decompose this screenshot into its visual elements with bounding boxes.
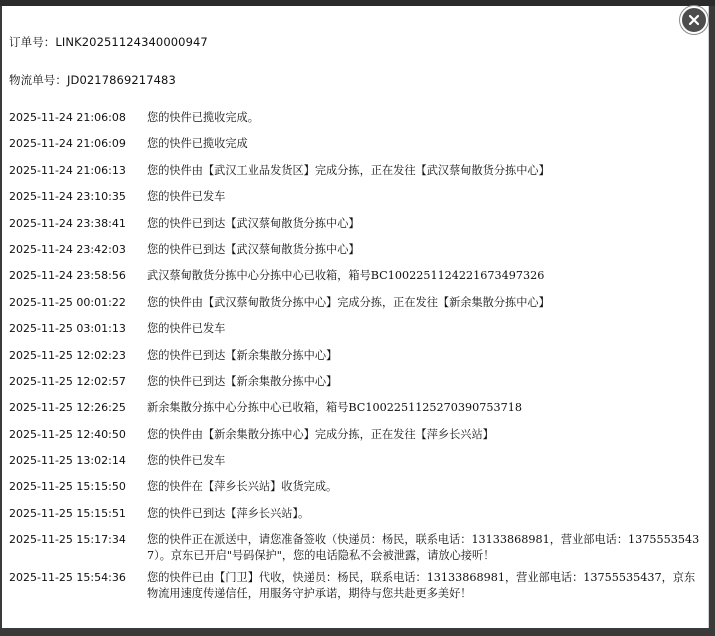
tracking-desc: 您的快件由【武汉工业品发货区】完成分拣，正在发往【武汉蔡甸散货分拣中心】 xyxy=(147,163,550,177)
tracking-time: 2025-11-25 15:15:50 xyxy=(9,480,126,494)
tracking-desc: 武汉蔡甸散货分拣中心分拣中心已收箱，箱号BC1002251124221673497326 xyxy=(147,269,545,283)
tracking-row xyxy=(9,242,702,268)
tracking-row xyxy=(9,216,702,242)
tracking-time: 2025-11-25 12:02:23 xyxy=(9,348,126,362)
logistics-number xyxy=(9,72,176,88)
order-number-value: LINK20251124340000947 xyxy=(55,35,208,49)
tracking-time: 2025-11-24 23:58:56 xyxy=(9,269,126,283)
tracking-time: 2025-11-25 15:17:34 xyxy=(9,533,126,547)
tracking-time: 2025-11-24 21:06:13 xyxy=(9,163,126,177)
tracking-row xyxy=(9,110,702,136)
tracking-row xyxy=(9,427,702,453)
order-number xyxy=(9,34,208,50)
tracking-time: 2025-11-24 23:38:41 xyxy=(9,216,126,230)
tracking-time: 2025-11-25 03:01:13 xyxy=(9,322,126,336)
tracking-row xyxy=(9,479,702,505)
tracking-desc: 您的快件由【新余集散分拣中心】完成分拣，正在发往【萍乡长兴站】 xyxy=(147,427,494,441)
tracking-time: 2025-11-24 21:06:08 xyxy=(9,111,126,124)
tracking-row xyxy=(9,570,702,608)
close-icon xyxy=(688,14,700,26)
order-number-label: 订单号： xyxy=(9,35,56,49)
tracking-row xyxy=(9,295,702,321)
tracking-row xyxy=(9,348,702,374)
tracking-row xyxy=(9,506,702,532)
tracking-time: 2025-11-25 12:26:25 xyxy=(9,401,126,415)
tracking-desc: 您的快件在【萍乡长兴站】收货完成。 xyxy=(147,480,338,494)
tracking-dialog xyxy=(2,6,709,628)
tracking-row xyxy=(9,400,702,426)
tracking-time: 2025-11-25 00:01:22 xyxy=(9,295,126,309)
tracking-time: 2025-11-25 15:54:36 xyxy=(9,571,126,585)
close-button[interactable] xyxy=(680,6,708,34)
tracking-time: 2025-11-25 15:15:51 xyxy=(9,506,126,520)
tracking-row xyxy=(9,268,702,294)
tracking-desc: 您的快件已由【门卫】代收，快递员：杨民，联系电话：13133868981，营业部电话：13755535437，京东物流用速度传递信任，用服务守护承诺，期待与您共赴更多美好！ xyxy=(147,571,696,601)
tracking-row xyxy=(9,163,702,189)
tracking-time: 2025-11-25 12:40:50 xyxy=(9,427,126,441)
tracking-desc: 您的快件正在派送中，请您准备签收（快递员：杨民，联系电话：13133868981，营业部电话：13755535437）。京东已开启"号码保护"，您的电话隐私不会被泄露，请放心接听！ xyxy=(147,533,700,563)
tracking-desc: 您的快件已到达【新余集散分拣中心】 xyxy=(147,348,338,362)
tracking-desc: 您的快件已揽收完成 xyxy=(147,137,248,151)
tracking-row xyxy=(9,321,702,347)
tracking-row xyxy=(9,374,702,400)
logistics-number-value: JD0217869217483 xyxy=(67,73,176,87)
tracking-time: 2025-11-24 21:06:09 xyxy=(9,137,126,151)
tracking-timeline xyxy=(9,110,702,608)
logistics-number-label: 物流单号： xyxy=(9,73,67,87)
tracking-desc: 您的快件由【武汉蔡甸散货分拣中心】完成分拣，正在发往【新余集散分拣中心】 xyxy=(147,295,550,309)
tracking-row xyxy=(9,136,702,162)
tracking-row xyxy=(9,532,702,570)
tracking-time: 2025-11-24 23:10:35 xyxy=(9,190,126,204)
tracking-desc: 您的快件已发车 xyxy=(147,454,226,468)
tracking-desc: 您的快件已发车 xyxy=(147,322,226,336)
tracking-time: 2025-11-25 12:02:57 xyxy=(9,374,126,388)
tracking-desc: 您的快件已到达【武汉蔡甸散货分拣中心】 xyxy=(147,242,360,256)
tracking-desc: 新余集散分拣中心分拣中心已收箱，箱号BC1002251125270390753718 xyxy=(147,401,522,415)
tracking-desc: 您的快件已到达【武汉蔡甸散货分拣中心】 xyxy=(147,216,360,230)
tracking-desc: 您的快件已揽收完成。 xyxy=(147,111,259,124)
tracking-time: 2025-11-25 13:02:14 xyxy=(9,454,126,468)
tracking-row xyxy=(9,453,702,479)
tracking-desc: 您的快件已到达【新余集散分拣中心】 xyxy=(147,374,338,388)
tracking-row xyxy=(9,189,702,215)
tracking-desc: 您的快件已到达【萍乡长兴站】。 xyxy=(147,506,310,520)
tracking-time: 2025-11-24 23:42:03 xyxy=(9,242,126,256)
tracking-desc: 您的快件已发车 xyxy=(147,190,226,204)
